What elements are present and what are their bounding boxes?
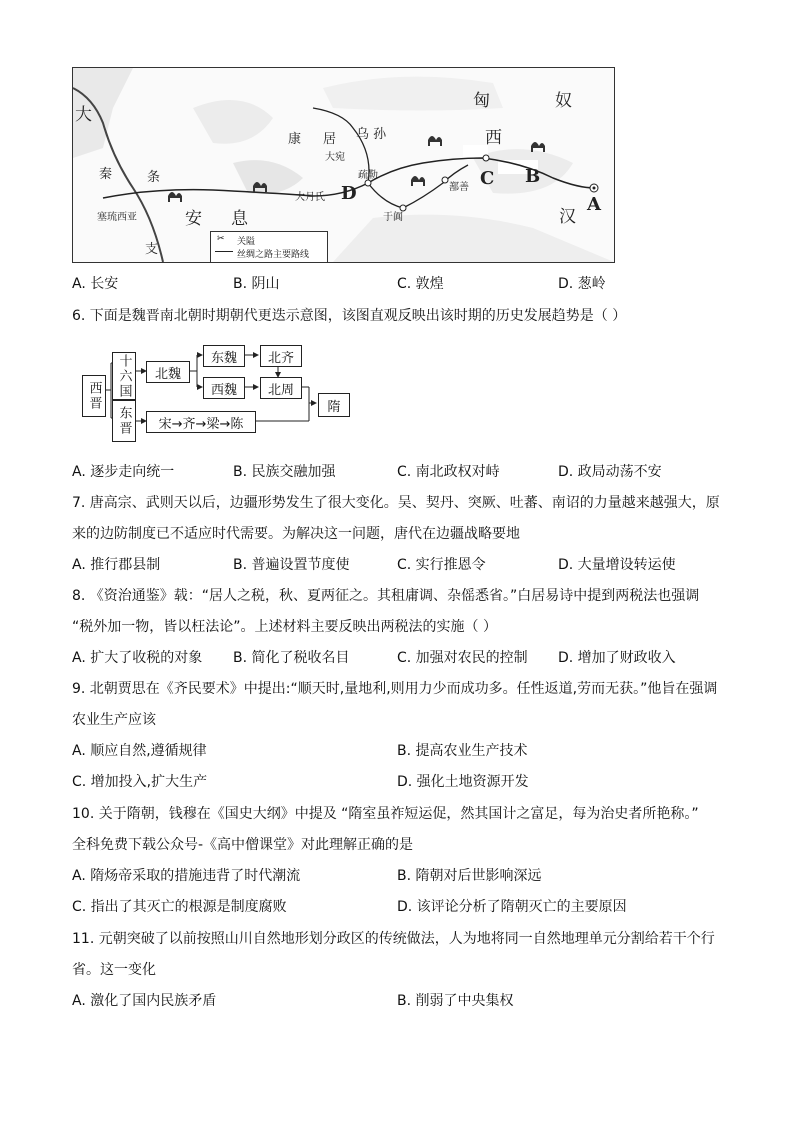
map-label-tiao: 条	[147, 170, 161, 185]
q7-option-b[interactable]: B. 普遍设置节度使	[233, 557, 350, 573]
q8-option-a[interactable]: A. 扩大了收税的对象	[72, 650, 203, 666]
silk-road-map	[72, 67, 615, 263]
q10-option-d[interactable]: D. 该评论分析了隋朝灭亡的主要原因	[397, 899, 627, 915]
q8-stem-line2: “税外加一物，皆以枉法论”。上述材料主要反映出两税法的实施（ ）	[72, 619, 497, 635]
map-label-xiongnu-2: 奴	[555, 91, 572, 111]
q5-option-a[interactable]: A. 长安	[72, 276, 119, 292]
map-label-xiongnu-1: 匈	[473, 91, 490, 111]
q11-option-b[interactable]: B. 削弱了中央集权	[397, 993, 514, 1009]
pass-symbol-icon: ✂	[217, 234, 225, 244]
q6-option-b[interactable]: B. 民族交融加强	[233, 464, 336, 480]
q8-option-c[interactable]: C. 加强对农民的控制	[397, 650, 528, 666]
q5-option-b[interactable]: B. 阴山	[233, 276, 280, 292]
q6-option-c[interactable]: C. 南北政权对峙	[397, 464, 500, 480]
legend-route-label: 丝绸之路主要路线	[237, 250, 310, 260]
box-shiliuguo: 十六国	[112, 352, 136, 400]
map-drawing	[73, 68, 614, 262]
map-label-ju: 居	[323, 132, 337, 147]
map-label-wusun: 乌 孙	[356, 127, 387, 142]
map-label-seleucia: 塞琉西亚	[97, 212, 137, 223]
q11-option-a[interactable]: A. 激化了国内民族矛盾	[72, 993, 217, 1009]
map-marker-c: C	[480, 168, 495, 189]
q6-stem: 6. 下面是魏晋南北朝时期朝代更迭示意图，该图直观反映出该时期的历史发展趋势是（ ）	[72, 308, 627, 324]
box-southern-dynasties: 宋→齐→梁→陈	[146, 411, 256, 433]
q10-option-b[interactable]: B. 隋朝对后世影响深远	[397, 868, 542, 884]
q6-option-a[interactable]: A. 逐步走向统一	[72, 464, 175, 480]
q7-stem-line2: 来的边防制度已不适应时代需要。为解决这一问题，唐代在边疆战略要地	[72, 526, 520, 542]
map-label-dawan: 大宛	[325, 152, 345, 163]
q10-option-c[interactable]: C. 指出了其灭亡的根源是制度腐败	[72, 899, 287, 915]
q5-option-c[interactable]: C. 敦煌	[397, 276, 444, 292]
route-line-icon	[215, 251, 233, 252]
box-beizhou: 北周	[260, 377, 302, 399]
q8-option-b[interactable]: B. 简化了税收名目	[233, 650, 350, 666]
q8-stem-line1: 8. 《资治通鉴》载：“居人之税，秋、夏两征之。其租庸调、杂傜悉省。”白居易诗中提到两税法也强调	[72, 588, 700, 604]
map-marker-a: A	[587, 194, 601, 215]
q5-option-d[interactable]: D. 葱岭	[558, 276, 606, 292]
map-label-qin: 秦	[99, 167, 113, 182]
q11-stem-line2: 省。这一变化	[72, 962, 156, 978]
box-beiwei: 北魏	[146, 361, 190, 383]
box-xijin: 西晋	[82, 375, 106, 417]
q9-stem-line2: 农业生产应该	[72, 712, 156, 728]
q11-stem-line1: 11. 元朝突破了以前按照山川自然地形划分政区的传统做法，人为地将同一自然地理单元分割给若干个行	[72, 931, 715, 947]
map-label-an: 安	[185, 209, 202, 229]
q10-option-a[interactable]: A. 隋炀帝采取的措施违背了时代潮流	[72, 868, 301, 884]
map-marker-d: D	[341, 183, 357, 204]
box-dongwei: 东魏	[203, 345, 245, 367]
box-sui: 隋	[318, 393, 350, 417]
map-label-xi: 西	[485, 128, 502, 148]
q9-option-c[interactable]: C. 增加投入,扩大生产	[72, 774, 208, 790]
q7-stem-line1: 7. 唐高宗、武则天以后，边疆形势发生了很大变化。吴、契丹、突厥、吐蕃、南诏的力量越来越强大，原	[72, 495, 720, 511]
q9-option-d[interactable]: D. 强化土地资源开发	[397, 774, 529, 790]
box-dongjin: 东晋	[112, 400, 136, 442]
map-label-shule: 疏勒	[358, 170, 378, 181]
q7-option-c[interactable]: C. 实行推恩令	[397, 557, 486, 573]
map-marker-b: B	[525, 166, 541, 187]
map-label-han: 汉	[559, 207, 576, 227]
q6-option-d[interactable]: D. 政局动荡不安	[558, 464, 662, 480]
q9-stem-line1: 9. 北朝贾思在《齐民要术》中提出:“顺天时,量地利,则用力少而成功多。任性返道,劳而无获。”他旨在强调	[72, 681, 718, 697]
map-label-dayuezhi: 大月氏	[295, 192, 325, 203]
map-label-shanshan: 鄯善	[449, 182, 469, 193]
q10-stem-line1: 10. 关于隋朝，钱穆在《国史大纲》中提及 “隋室虽祚短运促，然其国计之富足，每为治史者所艳称。”	[72, 806, 699, 822]
q10-stem-line2: 全科免费下载公众号-《高中僧课堂》对此理解正确的是	[72, 837, 414, 853]
q8-option-d[interactable]: D. 增加了财政收入	[558, 650, 676, 666]
map-label-yutian: 于阗	[383, 212, 403, 223]
legend-pass-label: 关隘	[237, 237, 256, 247]
q9-option-a[interactable]: A. 顺应自然,遵循规律	[72, 743, 207, 759]
map-legend	[210, 231, 328, 263]
map-label-zhi: 支	[145, 242, 159, 257]
box-xiwei: 西魏	[203, 377, 245, 399]
q7-option-d[interactable]: D. 大量增设转运使	[558, 557, 676, 573]
q7-option-a[interactable]: A. 推行郡县制	[72, 557, 161, 573]
map-label-kang: 康	[288, 132, 302, 147]
map-label-da: 大	[75, 105, 92, 125]
box-beiqi: 北齐	[260, 345, 302, 367]
q9-option-b[interactable]: B. 提高农业生产技术	[397, 743, 528, 759]
map-label-xi2: 息	[231, 209, 248, 229]
